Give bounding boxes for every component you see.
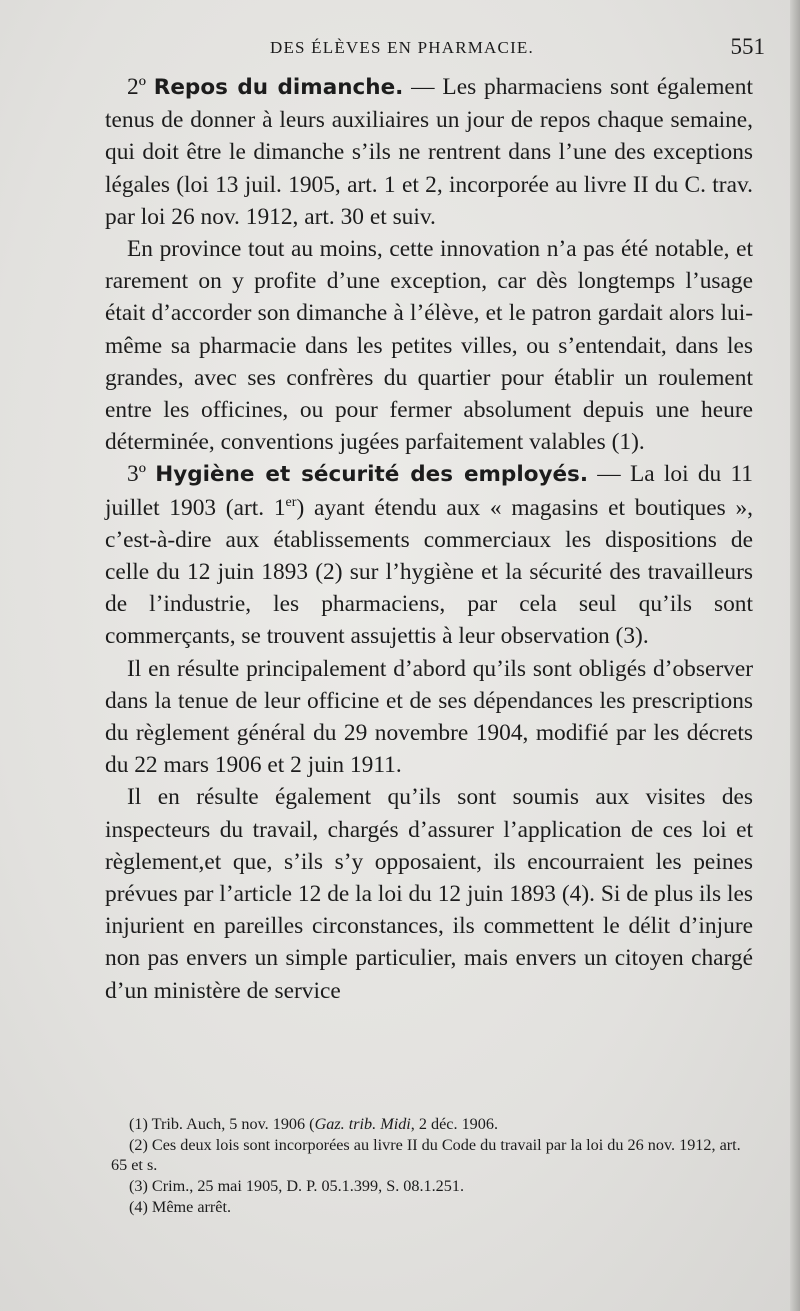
footnote-text: (1) Trib. Auch, 5 nov. 1906 ( bbox=[129, 1115, 315, 1133]
paragraph-text: En province tout au moins, cette innovation n’a pas été notable, et rarement on y profite d’une exception, car dès longtemps l’usage était d’accorder son dimanche à l’élève, et le patron gardait alors lui-même sa pharmacie dans les petites villes, ou s’entendait, dans les grandes, avec ses confrères du quartier pour établir un roulement entre les officines, ou pour fermer absolument depuis une heure déterminée, conventions jugées parfaitement valables (1). bbox=[105, 236, 753, 456]
paragraph-inspecteurs bbox=[105, 781, 753, 1006]
footnote-3: (3) Crim., 25 mai 1905, D. P. 05.1.399, S. 08.1.251. bbox=[129, 1177, 464, 1196]
paragraph-repos-dimanche bbox=[105, 71, 753, 233]
paragraph-hygiene bbox=[105, 458, 753, 652]
footnote-italic-source: Gaz. trib. Midi bbox=[314, 1115, 411, 1133]
footnote-text: , 2 déc. 1906. bbox=[410, 1115, 499, 1133]
page-number: 551 bbox=[730, 34, 765, 59]
paragraph-text: Il en résulte également qu’ils sont soumis aux visites des inspecteurs du travail, chargés d’assurer l’application de ces loi et règlement,et que, s’ils s’y opposaient, ils encourraient les peines prévues par l’article 12 de la loi du 12 juin 1893 (4). Si de plus ils les injurient en pareilles circonstances, ils commettent le délit d’injure non pas envers un simple particulier, mais envers un citoyen chargé d’un ministère de service bbox=[105, 784, 753, 1004]
paragraph-province bbox=[105, 233, 753, 458]
paragraph-text: ) ayant étendu aux « magasins et boutiques », c’est-à-dire aux établissements commerciaux les dispositions de celle du 12 juin 1893 (2) sur l’hygiène et la sécurité des travailleurs de l’industrie, les pharmaciens, par cela seul qu’ils sont commerçants, se trouvent assujettis à leur observation (3). bbox=[105, 494, 753, 650]
page-edge-shadow bbox=[790, 0, 800, 1311]
paragraph-text: — La loi du 11 juillet 1903 (art. 1 bbox=[105, 461, 754, 521]
running-title: DES ÉLÈVES EN PHARMACIE. bbox=[270, 38, 534, 57]
main-text bbox=[105, 71, 753, 1007]
footnote-4: (4) Même arrêt. bbox=[129, 1197, 232, 1216]
section-number: 3º bbox=[127, 461, 156, 488]
footnote-2: (2) Ces deux lois sont incorporées au livre II du Code du travail par la loi du 26 nov. 1912, art. 65 et s. bbox=[111, 1135, 741, 1175]
page-header bbox=[105, 36, 765, 66]
footnote-1 bbox=[111, 1114, 755, 1135]
paragraph-obligations bbox=[105, 653, 753, 782]
paragraph-text: Il en résulte principalement d’abord qu’ils sont obligés d’observer dans la tenue de leur officine et de ses dépendances les prescriptions du règlement général du 29 novembre 1904, modifié par les décrets du 22 mars 1906 et 2 juin 1911. bbox=[105, 655, 753, 779]
section-title-hygiene: Hygiène et sécurité des employés. bbox=[155, 462, 589, 488]
section-number: 2º bbox=[127, 74, 154, 100]
paragraph-text: — Les pharmaciens sont également tenus de donner à leurs auxiliaires un jour de repos chaque semaine, qui doit être le dimanche s’ils ne rentrent dans l’une des exceptions légales (loi 13 juil. 1905, art. 1 et 2, incorporée au livre II du C. trav. par loi 26 nov. 1912, art. 30 et suiv. bbox=[105, 74, 753, 230]
section-title-repos: Repos du dimanche. bbox=[153, 75, 404, 100]
superscript-er: er bbox=[285, 493, 297, 510]
footnotes bbox=[111, 1114, 755, 1218]
